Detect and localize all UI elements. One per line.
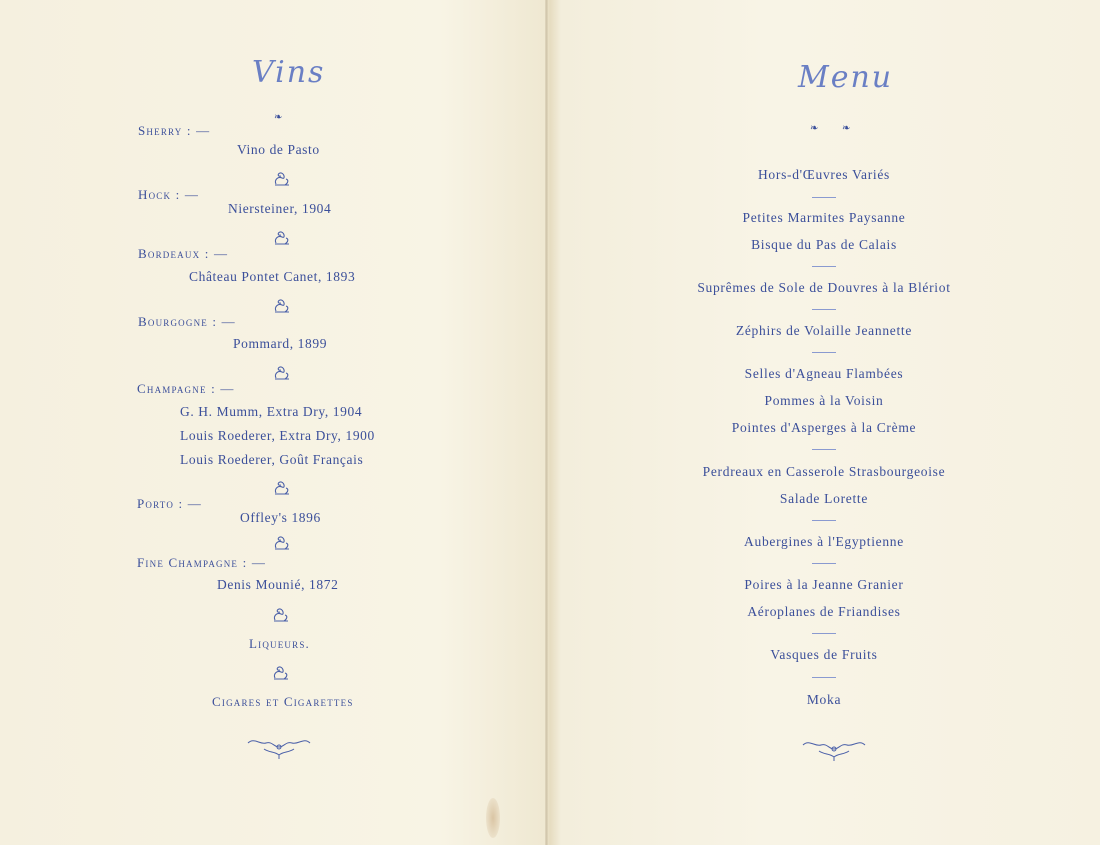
dish-item: Petites Marmites Paysanne: [742, 210, 906, 225]
wine-item: Niersteiner, 1904: [228, 201, 332, 216]
menu-title: Menu: [798, 60, 894, 95]
flourish-icon: [272, 479, 292, 497]
wine-item: Vino de Pasto: [237, 142, 320, 157]
flourish-icon: [272, 229, 292, 247]
scroll-ornament-icon: [244, 735, 314, 759]
category-bordeaux: Bordeaux : —: [138, 246, 229, 261]
course-divider: [812, 563, 836, 564]
dish-item: Pommes à la Voisin: [764, 393, 884, 408]
flourish-icon: [272, 364, 292, 382]
flourish-icon: [271, 606, 291, 624]
flourish-icon: [272, 534, 292, 552]
category-hock: Hock : —: [138, 187, 200, 202]
paper-stain: [486, 798, 500, 838]
course-divider: [812, 520, 836, 521]
course-divider: [812, 352, 836, 353]
flourish-icon: [272, 297, 292, 315]
wine-item: Louis Roederer, Goût Français: [180, 452, 364, 467]
dish-item: Pointes d'Asperges à la Crème: [731, 420, 917, 435]
dish-item: Vasques de Fruits: [770, 647, 878, 662]
dish-item: Bisque du Pas de Calais: [751, 237, 897, 252]
course-divider: [812, 633, 836, 634]
wine-item: Denis Mounié, 1872: [217, 577, 339, 592]
leaf-ornament-icon: ❧: [842, 123, 851, 134]
wine-list-title: Vins: [252, 55, 326, 90]
dish-item: Aéroplanes de Friandises: [747, 604, 901, 619]
dish-item: Poires à la Jeanne Granier: [744, 577, 904, 592]
wine-item: Château Pontet Canet, 1893: [189, 269, 356, 284]
dish-item: Selles d'Agneau Flambées: [744, 366, 904, 381]
wine-item: Louis Roederer, Extra Dry, 1900: [180, 428, 375, 443]
dish-item: Suprêmes de Sole de Douvres à la Blériot: [697, 280, 951, 295]
wine-item: G. H. Mumm, Extra Dry, 1904: [180, 404, 363, 419]
leaf-ornament-icon: ❧: [274, 112, 283, 123]
scroll-ornament-icon: [799, 737, 869, 761]
category-porto: Porto : —: [137, 496, 202, 511]
wine-item: Offley's 1896: [240, 510, 321, 525]
leaf-ornament-icon: ❧: [810, 123, 819, 134]
flourish-icon: [271, 664, 291, 682]
course-divider: [812, 266, 836, 267]
dish-item: Moka: [806, 692, 842, 707]
flourish-icon: [272, 170, 292, 188]
wine-item: Pommard, 1899: [233, 336, 328, 351]
cigares-label: Cigares et Cigarettes: [212, 694, 354, 709]
category-champagne: Champagne : —: [137, 381, 235, 396]
dish-item: Zéphirs de Volaille Jeannette: [735, 323, 913, 338]
liqueurs-label: Liqueurs.: [249, 636, 310, 651]
category-fine-champagne: Fine Champagne : —: [137, 555, 267, 570]
dish-item: Salade Lorette: [779, 491, 869, 506]
dish-item: Perdreaux en Casserole Strasbourgeoise: [702, 464, 946, 479]
dish-item: Hors-d'Œuvres Variés: [757, 167, 891, 182]
course-divider: [812, 677, 836, 678]
menu-page: [548, 0, 1100, 845]
category-bourgogne: Bourgogne : —: [138, 314, 236, 329]
dish-item: Aubergines à l'Egyptienne: [744, 534, 904, 549]
course-divider: [812, 197, 836, 198]
course-divider: [812, 309, 836, 310]
category-sherry: Sherry : —: [138, 123, 211, 138]
course-divider: [812, 449, 836, 450]
wine-list-page: [0, 0, 545, 845]
